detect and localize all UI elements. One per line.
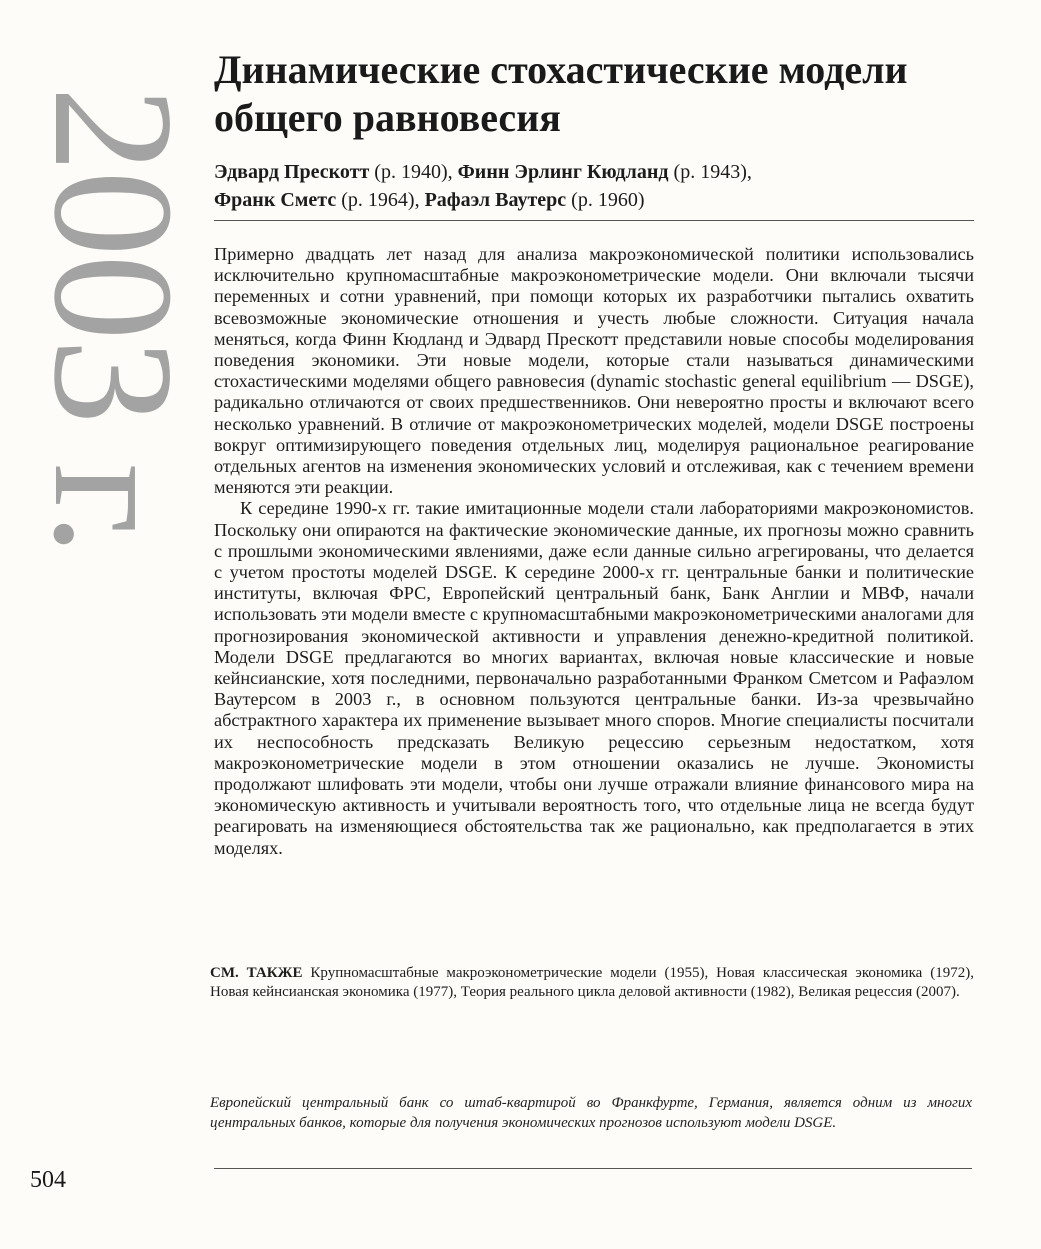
footer-divider: [214, 1168, 972, 1169]
authors-block: [214, 158, 974, 214]
see-also-text: Крупномасштабные макроэконометрические модели (1955), Новая классическая экономика (1972), Новая кейнсианская экономика (1977), Теория реального цикла деловой активности (1982), Великая рецессия (2007).: [210, 965, 974, 1000]
title-line-1: Динамические стохастические модели: [214, 47, 908, 92]
page-title: [214, 46, 994, 142]
author-name: Эдвард Прескотт: [214, 161, 370, 183]
year-side-heading: 2003 г.: [18, 86, 208, 554]
author-name: Франк Сметс: [214, 189, 337, 211]
page-number: 504: [30, 1167, 66, 1193]
body-paragraph-1: Примерно двадцать лет назад для анализа макроэкономической политики использовались исключительно крупномасштабные макроэконометрические модели. Они включали тысячи переменных и сотни уравнений, при помощи которых их разработчики пытались охватить всевозможные экономические отношения и учесть любые сложности. Ситуация начала меняться, когда Финн Кюдланд и Эдвард Прескотт представили новые способы моделирования поведения экономики. Эти новые модели, которые стали называться динамическими стохастическими моделями общего равновесия (dynamic stochastic general equilibrium — DSGE), радикально отличаются от своих предшественников. Они невероятно просты и включают всего несколько уравнений. В отличие от макроэконометрических моделей, модели DSGE построены вокруг оптимизирующего поведения отдельных лиц, моделируя рациональное реагирование отдельных агентов на изменения экономических условий и отслеживая, как с течением времени меняются эти реакции.: [214, 244, 974, 498]
see-also-block: [210, 964, 974, 1002]
header-divider: [214, 220, 974, 221]
title-line-2: общего равновесия: [214, 95, 561, 140]
see-also-label: СМ. ТАКЖЕ: [210, 965, 303, 981]
author-years: (р. 1940),: [374, 161, 453, 183]
author-name: Рафаэл Ваутерс: [424, 189, 567, 211]
author-years: (р. 1960): [571, 189, 645, 211]
authors-line-1: [214, 158, 974, 186]
author-years: (р. 1964),: [341, 189, 420, 211]
article-body: [214, 244, 974, 859]
year-side-heading-area: [18, 40, 208, 600]
author-name: Финн Эрлинг Кюдланд: [457, 161, 669, 183]
image-caption: Европейский центральный банк со штаб-квартирой во Франкфурте, Германия, является одним из многих центральных банков, которые для получения экономических прогнозов используют модели DSGE.: [210, 1095, 972, 1131]
body-paragraph-2: К середине 1990-х гг. такие имитационные модели стали лабораториями макроэкономистов. Поскольку они опираются на фактические экономические данные, их прогнозы можно сравнить с прошлыми экономическими явлениями, даже если данные сильно агрегированы, что делается с учетом простоты моделей DSGE. К середине 2000-х гг. центральные банки и политические институты, включая ФРС, Европейский центральный банк, Банк Англии и МВФ, начали использовать эти модели вместе с крупномасштабными макроэконометрическими аналогами для прогнозирования экономической активности и управления денежно-кредитной политикой. Модели DSGE предлагаются во многих вариантах, включая новые классические и новые кейнсианские, хотя последними, первоначально разработанными Франком Сметсом и Рафаэлом Ваутерсом в 2003 г., в основном пользуются центральные банки. Из-за чрезвычайно абстрактного характера их применение вызывает много споров. Многие специалисты посчитали их неспособность предсказать Великую рецессию серьезным недостатком, хотя макроэконометрические модели в этом отношении оказались не лучше. Экономисты продолжают шлифовать эти модели, чтобы они лучше отражали влияние финансового мира на экономическую активность и учитывали вероятность того, что отдельные лица не всегда будут реагировать на изменяющиеся обстоятельства так же рационально, как предполагается в этих моделях.: [214, 498, 974, 858]
authors-line-2: [214, 186, 974, 214]
author-years: (р. 1943),: [673, 161, 752, 183]
